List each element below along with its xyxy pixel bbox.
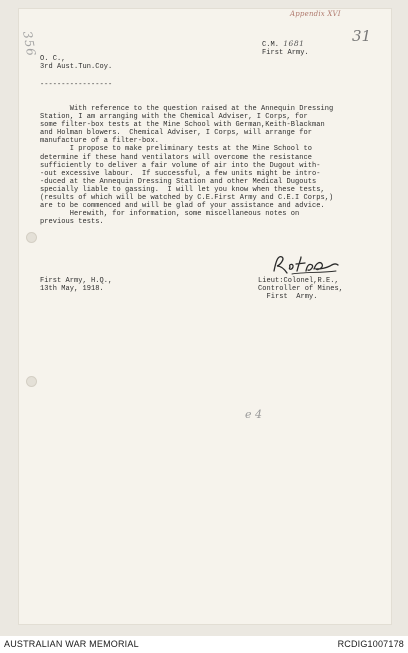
body-line: -out excessive labour. If successful, a few units might be intro- xyxy=(40,169,321,178)
archive-control-number: RCDIG1007178 xyxy=(337,639,404,649)
body-line: are to be commenced and will be glad of your assistance and advice. xyxy=(40,202,325,211)
signatory-rank: Lieut:Colonel,R.E., xyxy=(258,277,339,285)
body-line: Herewith, for information, some miscellaneous notes on xyxy=(40,210,300,219)
archive-footer xyxy=(0,636,408,653)
punch-hole xyxy=(26,376,37,387)
signatory-title: Controller of Mines, xyxy=(258,285,344,294)
punch-hole xyxy=(26,232,37,243)
signatory-unit: First Army. xyxy=(258,293,318,302)
body-line: and Holman blowers. Chemical Adviser, I Corps, will arrange for xyxy=(40,129,313,138)
body-line: some filter-box tests at the Mine School with German,Keith-Blackman xyxy=(40,121,325,130)
signature-block xyxy=(258,277,343,301)
document-page xyxy=(18,8,392,625)
letter-body xyxy=(40,105,333,226)
addressee-underline: ----------------- xyxy=(40,81,113,89)
reference-block xyxy=(262,40,309,57)
dateline-date: 13th May, 1918. xyxy=(40,285,104,294)
pencil-margin-mark: e 4 xyxy=(245,408,263,421)
page-number: 31 xyxy=(352,27,372,45)
body-line: specially liable to gassing. I will let you know when these tests, xyxy=(40,185,325,194)
reference-number: 1681 xyxy=(283,39,305,48)
body-line: Station, I am arranging with the Chemical Adviser, I Corps, for xyxy=(40,113,308,122)
reference-unit: First Army. xyxy=(262,49,309,58)
addressee-block xyxy=(40,55,112,71)
folio-number: 356 xyxy=(20,30,39,58)
body-line: sufficiently to deliver a fair volume of air into the Dugout with- xyxy=(40,161,321,170)
body-line: (results of which will be watched by C.E.First Army and C.E.I Corps,) xyxy=(40,194,334,203)
body-line: I propose to make preliminary tests at the Mine School to xyxy=(40,145,313,154)
reference-label: C.M. xyxy=(262,41,280,49)
handwritten-signature xyxy=(270,251,346,277)
body-line: With reference to the question raised at the Annequin Dressing xyxy=(40,105,334,113)
dateline-block xyxy=(40,277,112,293)
archive-credit: AUSTRALIAN WAR MEMORIAL xyxy=(4,639,139,649)
body-line: -duced at the Annequin Dressing Station and other Medical Dugouts xyxy=(40,177,317,186)
addressee-line-1: O. C., xyxy=(40,55,66,63)
body-line: previous tests. xyxy=(40,218,104,227)
dateline-place: First Army, H.Q., xyxy=(40,277,113,285)
body-line: manufacture of a filter-box. xyxy=(40,137,160,146)
appendix-annotation: Appendix XVI xyxy=(290,10,341,18)
addressee-line-2: 3rd Aust.Tun.Coy. xyxy=(40,63,113,72)
body-line: determine if these hand ventilators will overcome the resistance xyxy=(40,153,313,162)
